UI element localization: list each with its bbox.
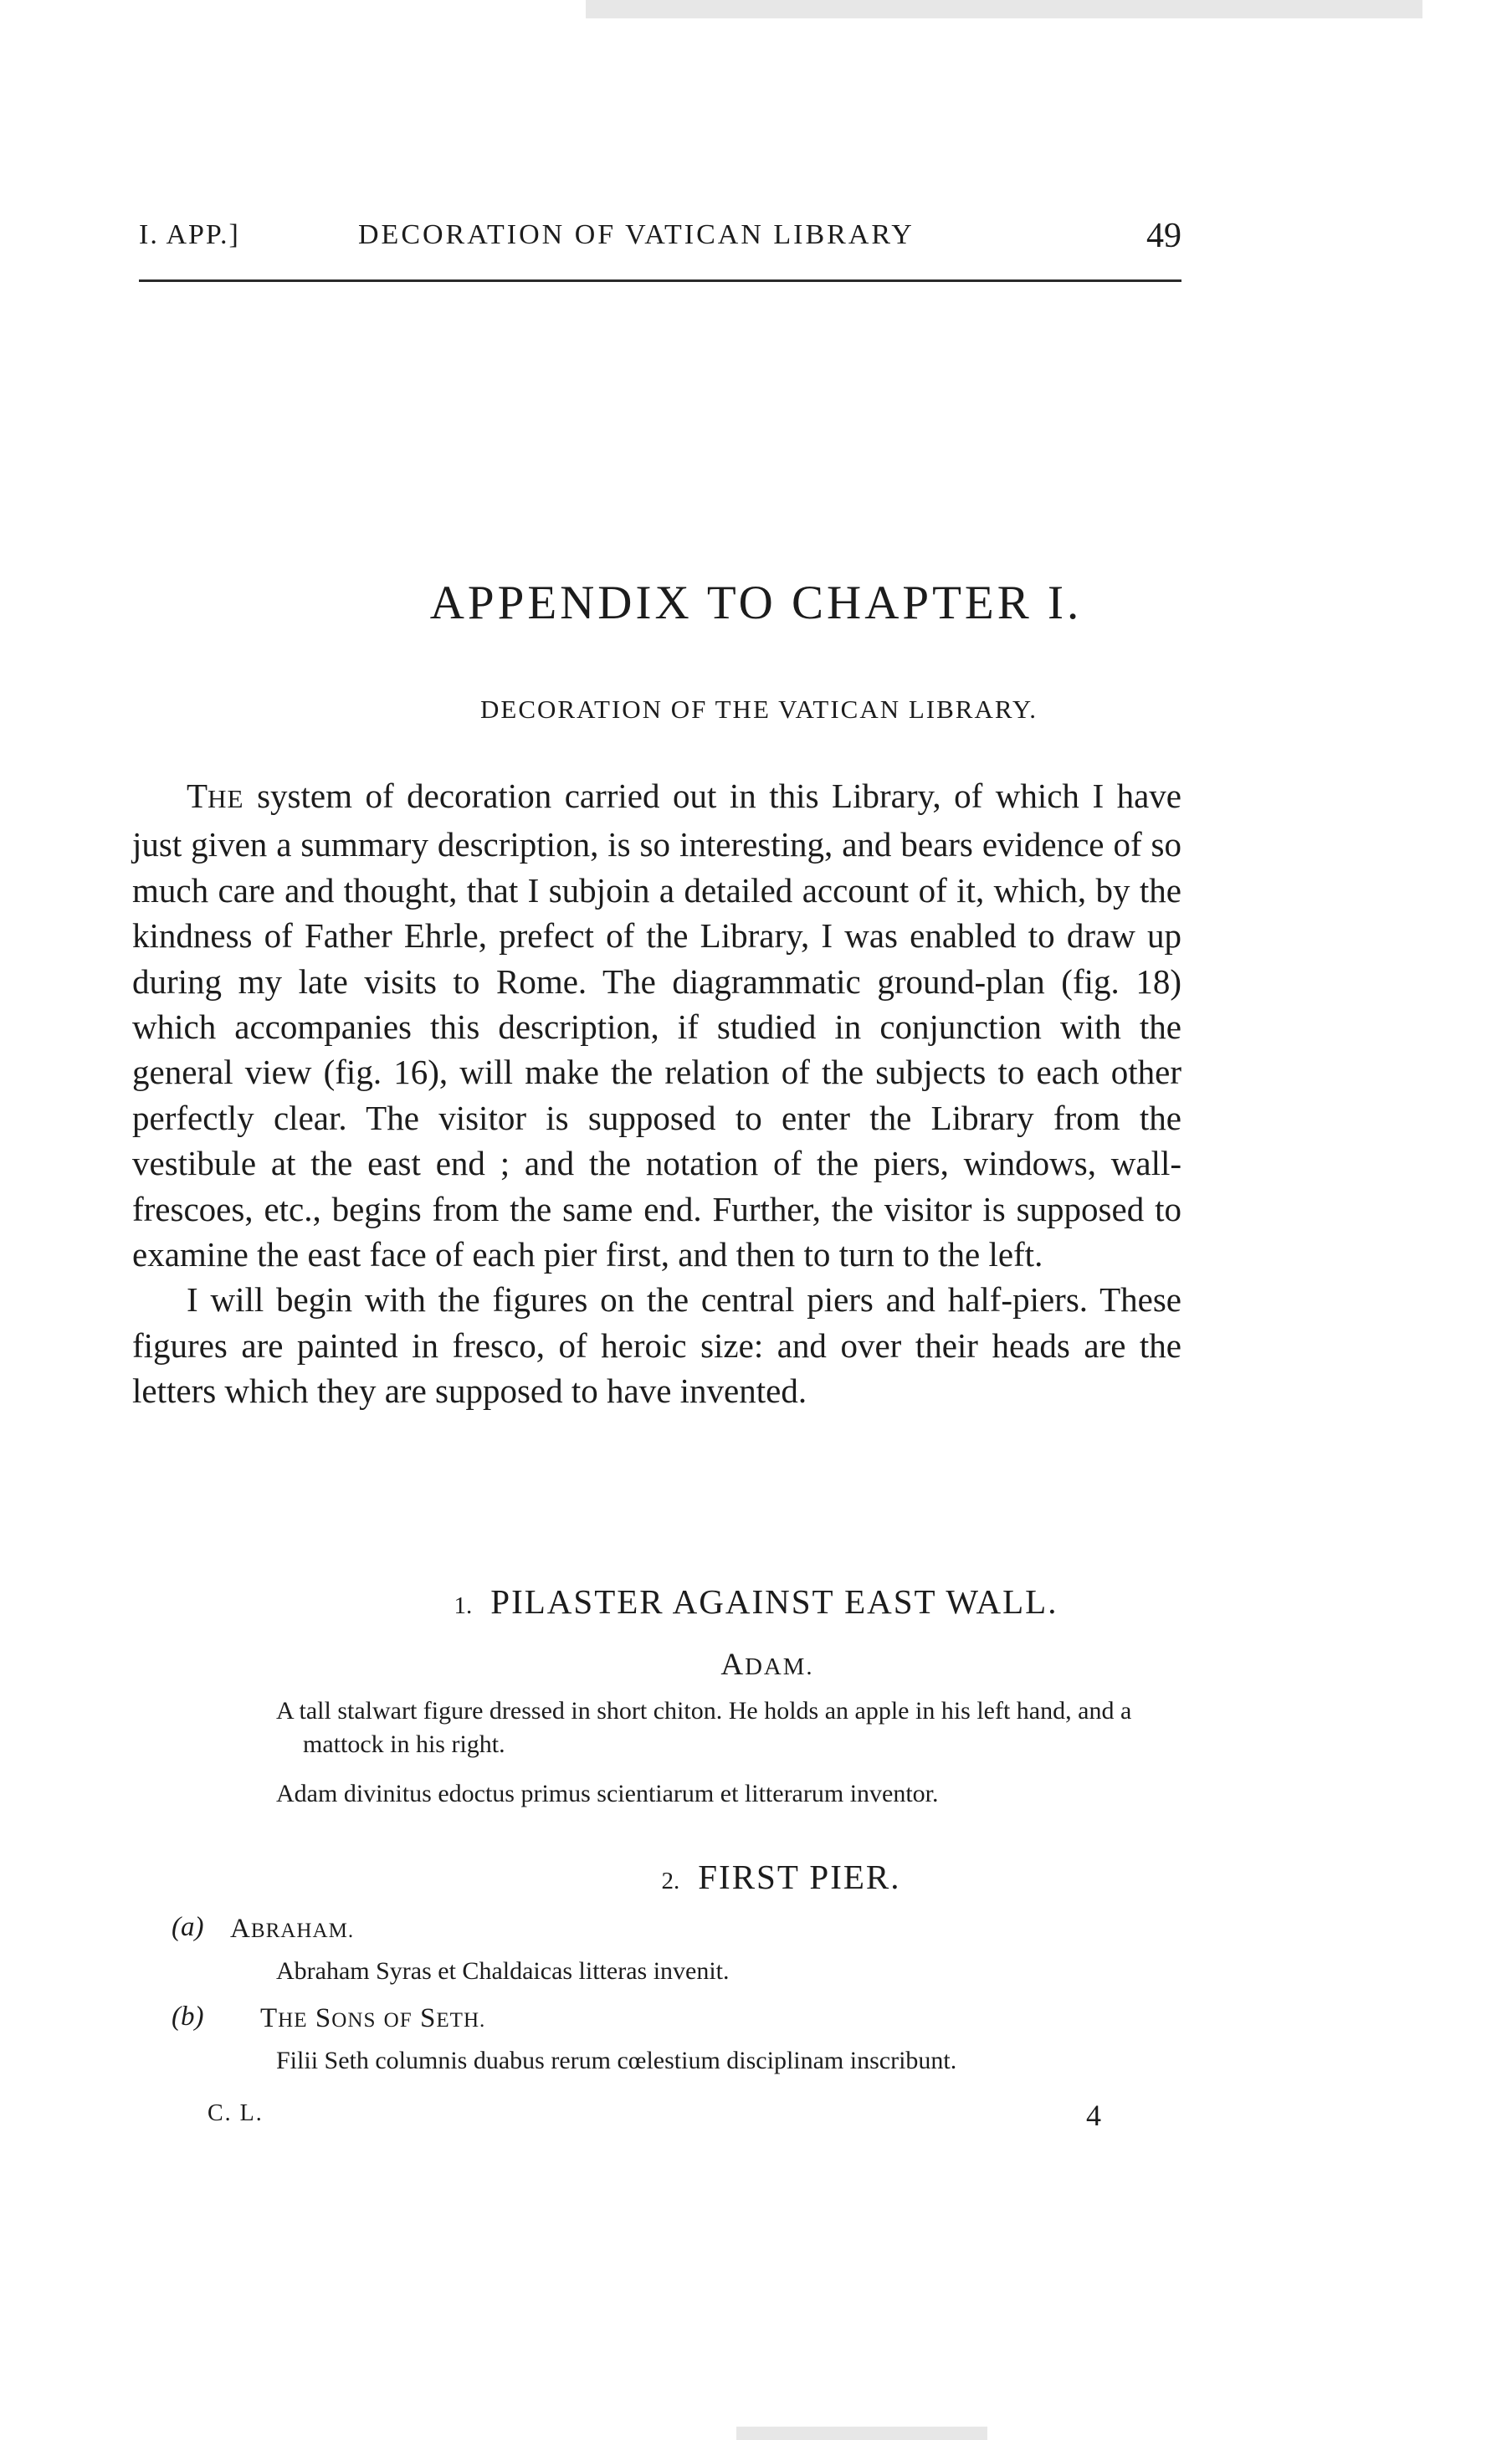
entry-inscription: Abraham Syras et Chaldaicas litteras invenit. xyxy=(276,1957,730,1985)
section-heading xyxy=(0,1857,1512,1897)
small-caps: ETH. xyxy=(436,2009,486,2032)
section-heading xyxy=(0,1581,1512,1622)
section-title: PILASTER AGAINST EAST WALL. xyxy=(490,1582,1058,1621)
sheet-number: 4 xyxy=(1086,2099,1101,2132)
header-chapter-ref: I. APP.] xyxy=(139,219,240,250)
entry-description xyxy=(276,1694,1181,1761)
entry-marker: (b) xyxy=(172,2002,204,2032)
initial: A xyxy=(720,1648,746,1682)
entry-inscription: Adam divinitus edoctus primus scientiarum et litterarum inventor. xyxy=(276,1780,939,1807)
header-page-number: 49 xyxy=(1146,217,1181,255)
small-caps: DAM. xyxy=(745,1653,814,1680)
appendix-title: APPENDIX TO CHAPTER I. xyxy=(429,577,1083,629)
small-caps: OF xyxy=(383,2009,413,2032)
entry-inscription: Filii Seth columnis duabus rerum cœlestium disciplinam inscribunt. xyxy=(276,2047,957,2074)
small-caps: HE xyxy=(208,784,244,813)
initial: S xyxy=(315,2003,332,2033)
drop-initial: T xyxy=(187,777,208,815)
section-number: 2. xyxy=(661,1868,680,1894)
running-header xyxy=(139,219,1181,269)
scan-artifact-top xyxy=(586,0,1422,18)
entry-marker: (a) xyxy=(172,1912,204,1942)
small-caps: BRAHAM. xyxy=(250,1920,355,1942)
description-text: A tall stalwart figure dressed in short chiton. He holds an apple in his left hand, and a mattock in his right. xyxy=(276,1697,1132,1758)
body-text xyxy=(132,773,1181,1414)
header-rule xyxy=(139,279,1181,282)
initial: A xyxy=(230,1914,251,1944)
section-number: 1. xyxy=(454,1592,473,1619)
initial: T xyxy=(260,2003,279,2033)
small-caps: HE xyxy=(278,2009,308,2032)
header-running-title: DECORATION OF VATICAN LIBRARY xyxy=(358,219,915,250)
entry-name xyxy=(230,1914,354,1945)
initial: S xyxy=(419,2003,437,2033)
signature-mark: C. L. xyxy=(208,2100,264,2126)
paragraph xyxy=(132,773,1181,1277)
paragraph-text: system of decoration carried out in this Library, of which I have just given a summary description, is so interesting, and bears evidence of so much care and thought, that I subjoin a detailed account of it, which, by the kindness of Father Ehrle, prefect of the Library, I was enabled to draw up during my late visits to Rome. The diagrammatic ground-plan (fig. 18) which accompanies this description, if studied in conjunction with the general view (fig. 16), will make the relation of the subjects to each other perfectly clear. The visitor is supposed to enter the Library from the vestibule at the east end ; and the notation of the piers, windows, wall-frescoes, etc., begins from the same end. Further, the visitor is supposed to examine the east face of each pier first, and then to turn to the left. xyxy=(132,777,1181,1274)
paragraph: I will begin with the figures on the central piers and half-piers. These figures are painted in fresco, of heroic size: and over their heads are the letters which they are supposed to have invented. xyxy=(132,1280,1181,1411)
entry-name xyxy=(260,2003,485,2034)
appendix-subtitle: DECORATION OF THE VATICAN LIBRARY. xyxy=(480,695,1038,724)
section-title: FIRST PIER. xyxy=(698,1858,901,1896)
entry-name xyxy=(0,1647,1512,1683)
scan-artifact-bottom xyxy=(736,2427,987,2440)
small-caps: ONS xyxy=(331,2009,377,2032)
